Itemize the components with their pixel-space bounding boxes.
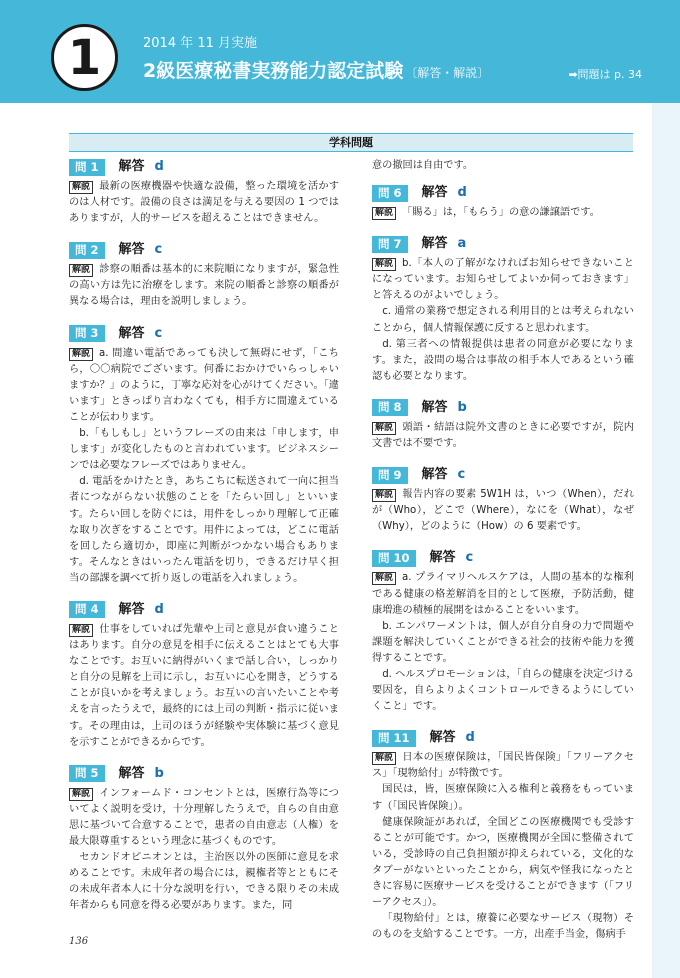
exam-title-text: 2級医療秘書実務能力認定試験 — [143, 60, 404, 82]
explanation-paragraph — [372, 420, 634, 452]
answer-word: 解答 — [421, 185, 448, 201]
explanation-paragraph — [69, 346, 339, 426]
answer-letter: d — [457, 185, 467, 201]
explanation-paragraph — [372, 619, 634, 667]
explanation-text: インフォームド・コンセントとは，医療行為等についてよく説明を受け，十分理解したうえで，自らの自由意思に基づいて合意することで，患者の自由意志（人権）を最大限尊重するという理念に基づくものです。 — [69, 787, 339, 847]
answer-label — [422, 236, 467, 252]
question-number: 問 10 — [372, 550, 416, 567]
explanation-paragraph — [372, 304, 634, 336]
question-block — [372, 729, 634, 943]
explanation-text: 最新の医療機器や快適な設備，整った環境を活かすのは人材です。設備の良さは満足を与える要因の 1 つではありますが，人的サービスを超えることはできません。 — [69, 181, 339, 225]
question-block — [372, 184, 634, 221]
question-number: 問 7 — [372, 236, 408, 253]
explanation-paragraph — [69, 850, 339, 914]
explanation-text: 健康保険証があれば，全国どこの医療機関でも受診することが可能です。かつ，医療機関が全国に整備されている，受診時の自己負担額が抑えられている，文化的なタブーがないといったことから，病気や怪我になったときに容易に医療サービスを受けることができます（「フリーアクセス」）。 — [372, 816, 634, 909]
answer-word: 解答 — [421, 236, 448, 252]
page-header — [0, 0, 680, 103]
answer-letter: a — [457, 236, 467, 252]
chapter-number-badge: 1 — [51, 24, 118, 91]
explanation-paragraph — [69, 179, 339, 227]
explanation-paragraph — [372, 667, 634, 715]
explanation-text: b. エンパワーメントは，個人が自分自身の力で問題や課題を解決していくことができる社会的技術や能力を獲得することです。 — [372, 620, 634, 664]
explanation-paragraph — [69, 786, 339, 850]
explanation-tag: 解説 — [69, 788, 93, 801]
question-header — [69, 158, 339, 176]
answer-word: 解答 — [421, 467, 448, 483]
exam-subtitle: 〔解答・解説〕 — [405, 66, 490, 80]
section-banner: 学科問題 — [69, 133, 633, 152]
explanation-text: 報告内容の要素 5W1H は，いつ（When），だれが（Who），どこで（Where），なにを（What），なぜ（Why），どのように（How）の 6 要素です。 — [372, 489, 634, 533]
answer-label — [119, 159, 164, 175]
answer-label — [430, 550, 474, 566]
explanation-tag: 解説 — [372, 752, 396, 765]
exam-title — [143, 56, 489, 83]
explanation-text: セカンドオピニオンとは，主治医以外の医師に意見を求めることです。未成年者の場合には，親権者等とともにその未成年者本人に十分な説明を行い，できる限りその未成年者からも同意を得る必要があります。また，同 — [69, 852, 339, 912]
explanation-paragraph — [372, 337, 634, 385]
answer-label — [119, 602, 164, 618]
explanation-tag: 解説 — [69, 624, 93, 637]
explanation-text: d. ヘルスプロモーションは，「自らの健康を決定づける要因を，自らよりよくコントロールできるようにしていくこと」です。 — [372, 668, 634, 713]
explanation-paragraph — [372, 205, 634, 221]
answer-word: 解答 — [118, 242, 145, 258]
page-number: 136 — [69, 936, 89, 947]
answer-word: 解答 — [118, 601, 145, 617]
question-block — [372, 235, 634, 385]
explanation-paragraph — [69, 622, 339, 751]
question-number: 問 4 — [69, 601, 105, 618]
question-block — [372, 549, 634, 715]
question-header — [372, 729, 634, 747]
answer-letter: d — [154, 158, 164, 174]
answer-letter: b — [154, 765, 164, 781]
answer-word: 解答 — [118, 325, 145, 341]
answer-label — [119, 766, 164, 782]
explanation-text: 「賜る」は，「もらう」の意の謙譲語です。 — [402, 207, 600, 219]
explanation-paragraph — [69, 262, 339, 310]
explanation-tag: 解説 — [372, 422, 396, 435]
question-number: 問 11 — [372, 730, 416, 747]
continuation-text: 意の撤回は自由です。 — [372, 160, 474, 171]
question-number: 問 2 — [69, 242, 105, 259]
question-block — [69, 765, 339, 915]
question-number: 問 1 — [69, 159, 105, 176]
answer-letter: c — [154, 242, 163, 258]
explanation-tag: 解説 — [372, 489, 396, 502]
explanation-tag: 解説 — [69, 264, 93, 277]
explanation-tag: 解説 — [372, 207, 396, 220]
question-block — [69, 158, 339, 227]
explanation-paragraph — [69, 426, 339, 474]
explanation-paragraph — [69, 474, 339, 587]
explanation-tag: 解説 — [69, 181, 93, 194]
answer-letter: b — [457, 399, 467, 415]
explanation-text: d. 第三者への情報提供は患者の同意が必要になります。また，設問の場合は事故の相手本人であるという確認も必要となります。 — [372, 338, 634, 382]
answer-label — [422, 185, 467, 201]
question-block — [372, 466, 634, 535]
explanation-text: 「現物給付」とは，療養に必要なサービス（現物）そのものを支給することです。一方，出産手当金，傷病手 — [372, 913, 634, 941]
explanation-paragraph — [372, 782, 634, 814]
explanation-text: d. 電話をかけたとき，あちこちに転送されて一向に担当者につながらない状態のことを「たらい回し」といいます。たらい回しを防ぐには，用件をしっかり理解して正確な取り次ぎをすることです。用件によっては，どこに電話を回したら適切か，即座に判断がつかない場合もあります。そんなときはいったん電話を切り，できるだけ早く担当の部課を調べて折り返しの電話を入れましょう。 — [69, 476, 339, 584]
question-number: 問 5 — [69, 765, 105, 782]
question-block — [69, 601, 339, 751]
question-header — [372, 399, 634, 417]
question-header — [372, 466, 634, 484]
question-header — [69, 241, 339, 259]
explanation-text: 頭語・結語は院外文書のときに必要ですが，院内文書では不要です。 — [372, 421, 634, 450]
question-header — [69, 765, 339, 783]
explanation-tag: 解説 — [69, 348, 93, 361]
answer-letter: c — [457, 467, 466, 483]
question-number: 問 9 — [372, 467, 408, 484]
explanation-text: c. 通常の業務で想定される利用目的とは考えられないことから，個人情報保護に反すると思われます。 — [372, 306, 634, 334]
answer-label — [119, 326, 163, 342]
explanation-text: 国民は，皆，医療保険に入る権利と義務をもっています（「国民皆保険」）。 — [372, 784, 634, 812]
answer-label — [422, 400, 467, 416]
answer-word: 解答 — [118, 765, 145, 781]
answer-letter: c — [154, 325, 163, 341]
question-number: 問 3 — [69, 325, 105, 342]
question-block — [69, 325, 339, 587]
side-margin-band — [652, 103, 680, 978]
explanation-text: b.「本人の了解がなければお知らせできないことになっています。お知らせしてよいか伺っておきます」と答えるのがよいでしょう。 — [372, 258, 634, 302]
explanation-paragraph — [372, 256, 634, 304]
answer-word: 解答 — [421, 399, 448, 415]
explanation-text: 日本の医療保険は，「国民皆保険」「フリーアクセス」「現物給付」が特徴です。 — [372, 752, 634, 780]
question-header — [69, 325, 339, 343]
explanation-text: a. 間違い電話であっても決して無碍にせず，「こちら，〇〇病院でございます。何番におかけでいらっしゃいますか？」のように，丁寧な応対を心がけてください。「違います」ときっぱり言わなくても，相手方に間違えていることが伝わります。 — [69, 347, 339, 423]
explanation-text: 診察の順番は基本的に来院順になりますが，緊急性の高い方は先に治療をします。来院の順番と診察の順番が異なる場合は，理由を説明しましょう。 — [69, 264, 339, 308]
answer-letter: d — [465, 730, 475, 746]
problem-page-reference: ➡問題は p. 34 — [568, 68, 642, 81]
answer-word: 解答 — [118, 158, 145, 174]
question-header — [372, 184, 634, 202]
question-header — [372, 235, 634, 253]
right-column — [372, 158, 634, 957]
explanation-paragraph — [372, 570, 634, 618]
explanation-paragraph — [372, 815, 634, 912]
answer-label — [430, 730, 475, 746]
question-header — [69, 601, 339, 619]
question-block — [372, 399, 634, 452]
explanation-paragraph — [372, 750, 634, 782]
explanation-text: 仕事をしていれば先輩や上司と意見が食い違うことはあります。自分の意見を相手に伝えることはとても大事なことです。お互いに納得がいくまで話し合い，しっかりと自分の見解を上司に示し，お互いに心を開き，どうすることが良いかを考えましょう。お互いの言いたいことや考えを言ったうえで，最終的には上司の判断・指示に従います。その理由は，上司のほうが経験や実体験に基づく意見を示すことができるからです。 — [69, 623, 339, 748]
question-header — [372, 549, 634, 567]
question-block — [69, 241, 339, 310]
explanation-text: a. プライマリヘルスケアは，人間の基本的な権利である健康の格差解消を目的として医療，予防活動，健康増進の積極的展開をはかることをいいます。 — [372, 572, 634, 616]
answer-letter: c — [465, 550, 474, 566]
explanation-paragraph — [372, 487, 634, 535]
answer-word: 解答 — [429, 730, 456, 746]
answer-label — [422, 467, 466, 483]
answer-letter: d — [154, 601, 164, 617]
explanation-paragraph — [372, 911, 634, 943]
exam-date: 2014 年 11 月実施 — [143, 36, 258, 51]
explanation-text: b.「もしもし」というフレーズの由来は「申します，申します」が変化したものと言われています。ビジネスシーンでは必要なフレーズではありません。 — [69, 428, 339, 472]
left-column — [69, 158, 339, 928]
explanation-tag: 解説 — [372, 258, 396, 271]
answer-word: 解答 — [429, 550, 456, 566]
explanation-tag: 解説 — [372, 572, 396, 585]
question-number: 問 8 — [372, 399, 408, 416]
answer-label — [119, 242, 163, 258]
question-number: 問 6 — [372, 185, 408, 202]
